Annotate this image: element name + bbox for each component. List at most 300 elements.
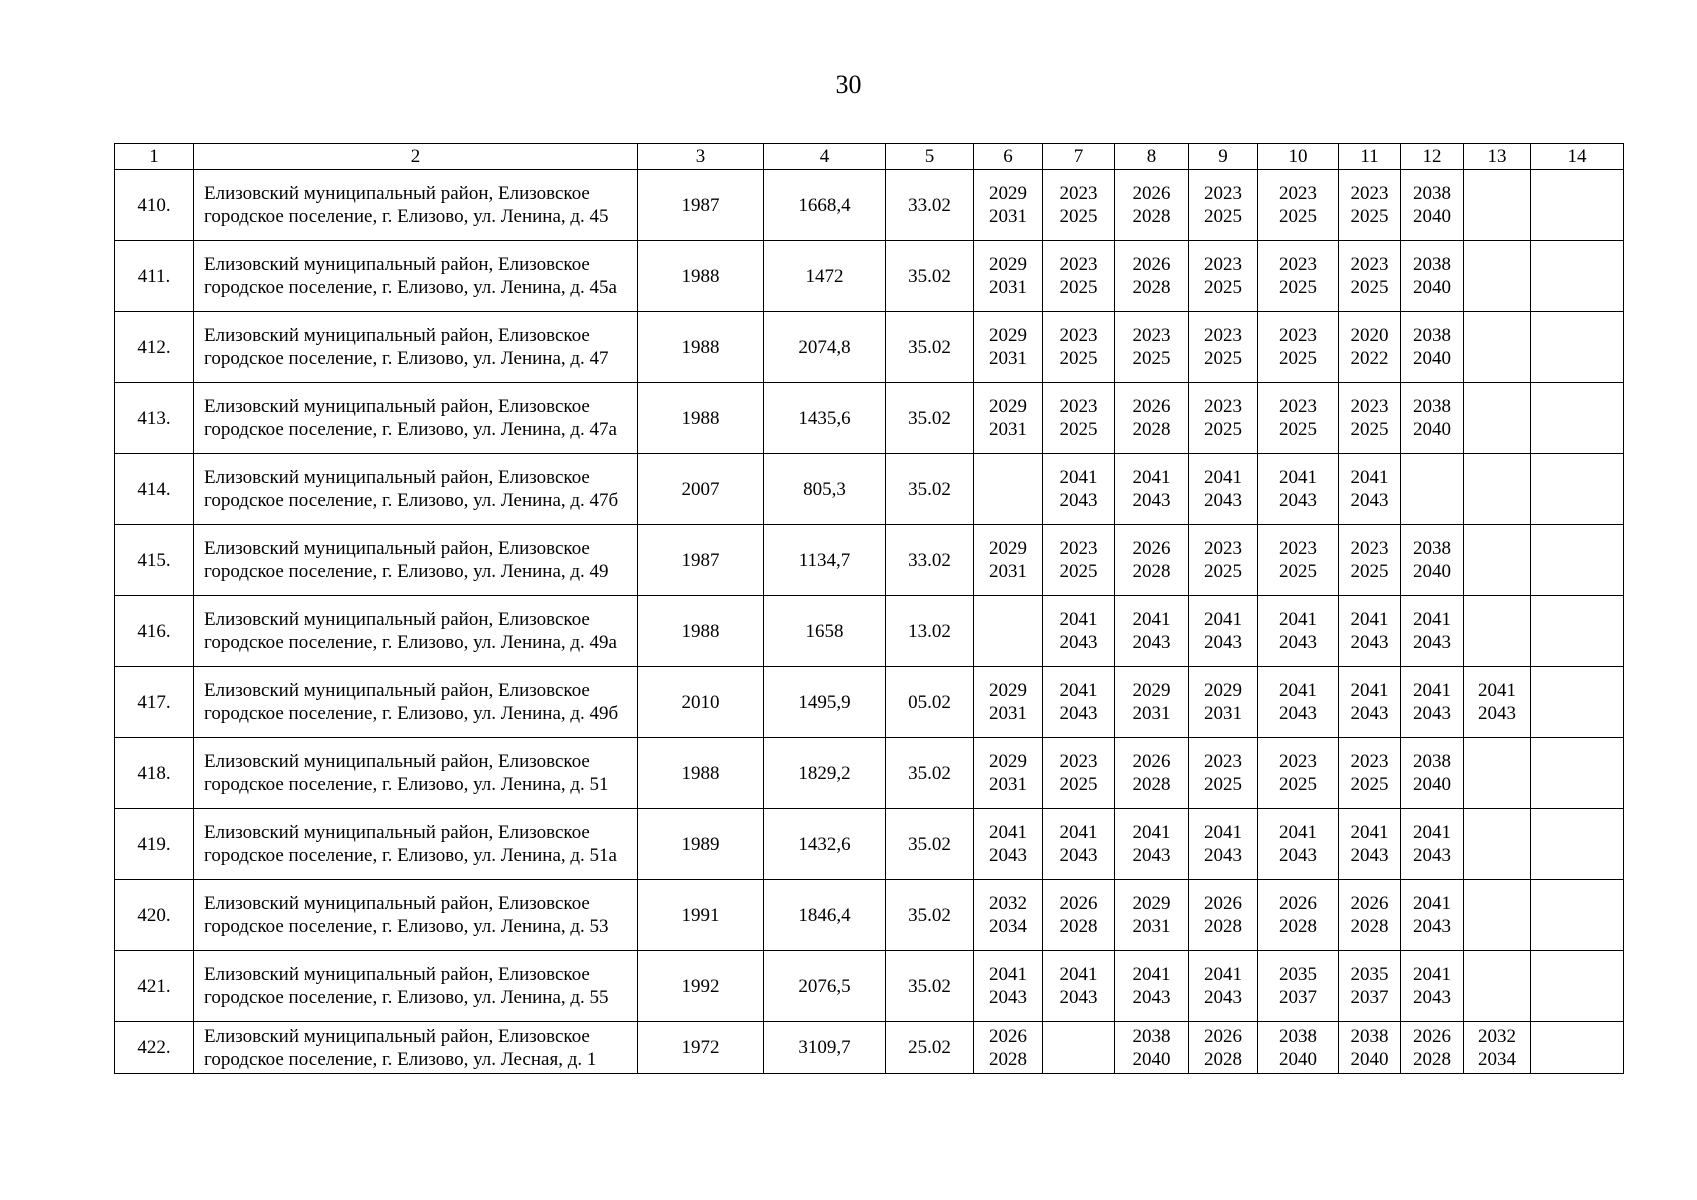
period-cell-col-10	[1258, 880, 1339, 951]
column-number-5: 5	[886, 144, 974, 170]
year-range	[1258, 537, 1338, 583]
range-start-year: 2026	[989, 1025, 1027, 1047]
period-cell-col-8	[1115, 880, 1189, 951]
year-range	[1401, 324, 1463, 370]
area-cell: 1432,6	[764, 809, 886, 880]
range-end-year: 2043	[1059, 490, 1098, 511]
year-range	[974, 821, 1042, 867]
year-range	[974, 324, 1042, 370]
year-range	[1115, 679, 1188, 725]
period-cell-col-6	[974, 454, 1043, 525]
table-row	[115, 241, 1624, 312]
year-cell: 2007	[638, 454, 764, 525]
range-end-year: 2025	[1204, 419, 1242, 440]
range-start-year: 2026	[1279, 893, 1317, 914]
range-end-year: 2040	[1413, 348, 1451, 369]
range-end-year: 2043	[1413, 845, 1451, 866]
range-end-year: 2040	[1413, 206, 1451, 227]
range-start-year: 2023	[1132, 325, 1171, 346]
row-number-cell: 420.	[115, 880, 194, 951]
year-range	[1339, 679, 1400, 725]
table-row	[115, 1022, 1624, 1074]
year-range	[1339, 537, 1400, 583]
range-end-year: 2028	[1132, 419, 1171, 440]
year-range	[1401, 821, 1463, 867]
year-range	[1189, 1025, 1257, 1071]
range-end-year: 2025	[1279, 561, 1317, 582]
period-cell-col-12	[1401, 312, 1464, 383]
range-end-year: 2028	[1132, 774, 1171, 795]
year-range	[1339, 395, 1400, 441]
range-end-year: 2031	[989, 206, 1027, 227]
range-end-year: 2031	[989, 774, 1027, 795]
range-end-year: 2025	[1350, 561, 1389, 582]
period-cell-col-9	[1189, 170, 1258, 241]
period-cell-col-9	[1189, 738, 1258, 809]
range-start-year: 2038	[1350, 1025, 1389, 1047]
period-cell-col-13	[1464, 951, 1531, 1022]
column-number-11: 11	[1339, 144, 1401, 170]
range-start-year: 2023	[1059, 396, 1098, 417]
range-end-year: 2043	[1204, 987, 1242, 1008]
range-start-year: 2038	[1413, 396, 1451, 417]
period-cell-col-14	[1531, 1022, 1624, 1074]
range-start-year: 2041	[1059, 609, 1098, 630]
range-start-year: 2023	[1279, 254, 1317, 275]
year-range	[1464, 1025, 1530, 1071]
range-start-year: 2023	[1204, 254, 1242, 275]
period-cell-col-8	[1115, 525, 1189, 596]
range-end-year: 2043	[1279, 845, 1317, 866]
range-end-year: 2025	[1279, 774, 1317, 795]
year-range	[1115, 395, 1188, 441]
year-cell: 1988	[638, 241, 764, 312]
range-start-year: 2041	[1413, 822, 1451, 843]
year-cell: 1988	[638, 383, 764, 454]
table-row	[115, 525, 1624, 596]
code-cell: 35.02	[886, 880, 974, 951]
range-end-year: 2025	[1059, 206, 1098, 227]
column-number-13: 13	[1464, 144, 1531, 170]
range-end-year: 2043	[1350, 703, 1389, 724]
range-start-year: 2041	[1478, 680, 1516, 701]
period-cell-col-14	[1531, 809, 1624, 880]
year-range	[1115, 892, 1188, 938]
code-cell: 35.02	[886, 454, 974, 525]
range-start-year: 2038	[1279, 1025, 1317, 1047]
period-cell-col-13	[1464, 880, 1531, 951]
row-number-cell: 410.	[115, 170, 194, 241]
column-number-6: 6	[974, 144, 1043, 170]
range-start-year: 2035	[1279, 964, 1317, 985]
area-cell: 2074,8	[764, 312, 886, 383]
period-cell-col-11	[1339, 667, 1401, 738]
range-end-year: 2025	[1279, 348, 1317, 369]
period-cell-col-10	[1258, 312, 1339, 383]
year-cell: 1988	[638, 596, 764, 667]
period-cell-col-11	[1339, 525, 1401, 596]
range-start-year: 2038	[1413, 254, 1451, 275]
year-range	[1115, 821, 1188, 867]
period-cell-col-10	[1258, 170, 1339, 241]
range-end-year: 2025	[1059, 277, 1098, 298]
range-start-year: 2041	[1132, 467, 1171, 488]
address-cell: Елизовский муниципальный район, Елизовское городское поселение, г. Елизово, ул. Ленина, д. 47а	[194, 383, 638, 454]
range-end-year: 2031	[1204, 703, 1242, 724]
range-start-year: 2023	[1204, 538, 1242, 559]
range-end-year: 2040	[1350, 1048, 1389, 1070]
year-cell: 1988	[638, 312, 764, 383]
range-end-year: 2025	[1350, 206, 1389, 227]
range-start-year: 2041	[1279, 609, 1317, 630]
range-start-year: 2041	[1413, 964, 1451, 985]
address-cell: Елизовский муниципальный район, Елизовское городское поселение, г. Елизово, ул. Лесная, д. 1	[194, 1022, 638, 1074]
period-cell-col-7	[1043, 738, 1115, 809]
year-range	[1115, 182, 1188, 228]
range-start-year: 2041	[1350, 822, 1389, 843]
period-cell-col-10	[1258, 738, 1339, 809]
range-start-year: 2023	[1059, 254, 1098, 275]
row-number-cell: 411.	[115, 241, 194, 312]
range-end-year: 2031	[1132, 703, 1171, 724]
range-end-year: 2025	[1204, 774, 1242, 795]
row-number-cell: 412.	[115, 312, 194, 383]
range-end-year: 2025	[1059, 419, 1098, 440]
year-cell: 1988	[638, 738, 764, 809]
year-cell: 1991	[638, 880, 764, 951]
range-start-year: 2023	[1059, 183, 1098, 204]
range-start-year: 2029	[1204, 680, 1242, 701]
table-row	[115, 454, 1624, 525]
range-start-year: 2038	[1413, 751, 1451, 772]
table-row	[115, 809, 1624, 880]
area-cell: 1846,4	[764, 880, 886, 951]
year-range	[1043, 679, 1114, 725]
range-end-year: 2043	[1350, 490, 1389, 511]
period-cell-col-9	[1189, 241, 1258, 312]
column-number-9: 9	[1189, 144, 1258, 170]
range-start-year: 2023	[1350, 751, 1389, 772]
year-range	[1258, 182, 1338, 228]
year-range	[1043, 750, 1114, 796]
year-range	[1043, 963, 1114, 1009]
year-range	[1189, 892, 1257, 938]
year-range	[1258, 750, 1338, 796]
period-cell-col-8	[1115, 596, 1189, 667]
period-cell-col-6	[974, 809, 1043, 880]
range-end-year: 2028	[1059, 916, 1098, 937]
range-start-year: 2026	[1204, 1025, 1242, 1047]
range-end-year: 2043	[1132, 987, 1171, 1008]
code-cell: 35.02	[886, 312, 974, 383]
column-number-7: 7	[1043, 144, 1115, 170]
column-number-8: 8	[1115, 144, 1189, 170]
period-cell-col-10	[1258, 667, 1339, 738]
area-cell: 1495,9	[764, 667, 886, 738]
range-start-year: 2029	[989, 751, 1027, 772]
column-number-3: 3	[638, 144, 764, 170]
range-end-year: 2043	[1059, 632, 1098, 653]
range-end-year: 2043	[1413, 632, 1451, 653]
range-end-year: 2040	[1279, 1048, 1317, 1070]
range-start-year: 2041	[1059, 822, 1098, 843]
period-cell-col-10	[1258, 596, 1339, 667]
year-range	[974, 395, 1042, 441]
period-cell-col-7	[1043, 951, 1115, 1022]
area-cell: 1668,4	[764, 170, 886, 241]
table-row	[115, 951, 1624, 1022]
range-end-year: 2043	[1204, 490, 1242, 511]
period-cell-col-8	[1115, 241, 1189, 312]
range-end-year: 2040	[1413, 774, 1451, 795]
range-end-year: 2043	[1132, 845, 1171, 866]
area-cell: 2076,5	[764, 951, 886, 1022]
period-cell-col-11	[1339, 951, 1401, 1022]
row-number-cell: 419.	[115, 809, 194, 880]
period-cell-col-8	[1115, 1022, 1189, 1074]
year-range	[1401, 1025, 1463, 1071]
column-number-12: 12	[1401, 144, 1464, 170]
range-end-year: 2025	[1350, 277, 1389, 298]
period-cell-col-9	[1189, 596, 1258, 667]
year-range	[1189, 963, 1257, 1009]
table-body	[115, 144, 1624, 1074]
range-start-year: 2023	[1204, 396, 1242, 417]
period-cell-col-6	[974, 241, 1043, 312]
year-range	[1401, 182, 1463, 228]
year-range	[1258, 821, 1338, 867]
period-cell-col-7	[1043, 454, 1115, 525]
range-end-year: 2025	[1059, 774, 1098, 795]
range-end-year: 2031	[1132, 916, 1171, 937]
range-end-year: 2025	[1279, 277, 1317, 298]
year-cell: 1972	[638, 1022, 764, 1074]
year-range	[1339, 608, 1400, 654]
range-start-year: 2041	[1132, 822, 1171, 843]
range-end-year: 2028	[989, 1048, 1027, 1070]
period-cell-col-9	[1189, 667, 1258, 738]
range-start-year: 2029	[989, 538, 1027, 559]
area-cell: 1435,6	[764, 383, 886, 454]
year-range	[1401, 892, 1463, 938]
range-start-year: 2041	[1413, 609, 1451, 630]
year-range	[1339, 892, 1400, 938]
range-start-year: 2026	[1132, 396, 1171, 417]
year-range	[1401, 395, 1463, 441]
period-cell-col-7	[1043, 596, 1115, 667]
range-end-year: 2025	[1204, 206, 1242, 227]
period-cell-col-13	[1464, 383, 1531, 454]
range-end-year: 2043	[1413, 703, 1451, 724]
row-number-cell: 415.	[115, 525, 194, 596]
range-end-year: 2028	[1350, 916, 1389, 937]
code-cell: 33.02	[886, 170, 974, 241]
period-cell-col-14	[1531, 170, 1624, 241]
address-cell: Елизовский муниципальный район, Елизовское городское поселение, г. Елизово, ул. Ленина, д. 49а	[194, 596, 638, 667]
period-cell-col-9	[1189, 1022, 1258, 1074]
range-start-year: 2041	[1413, 893, 1451, 914]
page-number: 30	[835, 70, 862, 99]
period-cell-col-6	[974, 596, 1043, 667]
range-start-year: 2026	[1132, 183, 1171, 204]
period-cell-col-12	[1401, 241, 1464, 312]
range-end-year: 2028	[1132, 561, 1171, 582]
range-start-year: 2026	[1132, 751, 1171, 772]
range-end-year: 2031	[989, 561, 1027, 582]
range-end-year: 2040	[1413, 419, 1451, 440]
code-cell: 25.02	[886, 1022, 974, 1074]
year-range	[1401, 963, 1463, 1009]
table-row	[115, 738, 1624, 809]
range-end-year: 2025	[1204, 277, 1242, 298]
range-start-year: 2035	[1350, 964, 1389, 985]
column-number-4: 4	[764, 144, 886, 170]
range-start-year: 2038	[1413, 538, 1451, 559]
period-cell-col-13	[1464, 667, 1531, 738]
period-cell-col-8	[1115, 951, 1189, 1022]
period-cell-col-9	[1189, 454, 1258, 525]
column-number-14: 14	[1531, 144, 1624, 170]
range-end-year: 2043	[1413, 916, 1451, 937]
range-start-year: 2023	[1204, 325, 1242, 346]
range-end-year: 2043	[1059, 987, 1098, 1008]
code-cell: 35.02	[886, 383, 974, 454]
period-cell-col-11	[1339, 170, 1401, 241]
year-range	[1189, 324, 1257, 370]
year-cell: 2010	[638, 667, 764, 738]
range-end-year: 2028	[1279, 916, 1317, 937]
column-number-1: 1	[115, 144, 194, 170]
range-end-year: 2043	[1059, 845, 1098, 866]
range-end-year: 2025	[1350, 774, 1389, 795]
table-row	[115, 383, 1624, 454]
range-start-year: 2026	[1132, 254, 1171, 275]
range-end-year: 2037	[1350, 987, 1389, 1008]
year-range	[974, 182, 1042, 228]
period-cell-col-14	[1531, 667, 1624, 738]
range-end-year: 2043	[1204, 845, 1242, 866]
year-range	[974, 963, 1042, 1009]
range-start-year: 2032	[1478, 1025, 1516, 1047]
range-start-year: 2029	[989, 254, 1027, 275]
range-start-year: 2029	[989, 396, 1027, 417]
range-start-year: 2041	[1204, 964, 1242, 985]
range-start-year: 2023	[1279, 751, 1317, 772]
year-range	[1339, 466, 1400, 512]
period-cell-col-11	[1339, 312, 1401, 383]
range-start-year: 2023	[1279, 396, 1317, 417]
range-start-year: 2026	[1413, 1025, 1451, 1047]
year-range	[1339, 253, 1400, 299]
address-cell: Елизовский муниципальный район, Елизовское городское поселение, г. Елизово, ул. Ленина, д. 55	[194, 951, 638, 1022]
year-range	[1401, 750, 1463, 796]
range-end-year: 2040	[1132, 1048, 1171, 1070]
period-cell-col-14	[1531, 880, 1624, 951]
range-start-year: 2023	[1279, 538, 1317, 559]
period-cell-col-6	[974, 667, 1043, 738]
range-start-year: 2041	[1059, 964, 1098, 985]
period-cell-col-11	[1339, 596, 1401, 667]
period-cell-col-12	[1401, 525, 1464, 596]
period-cell-col-10	[1258, 1022, 1339, 1074]
table-row	[115, 880, 1624, 951]
row-number-cell: 417.	[115, 667, 194, 738]
range-start-year: 2023	[1279, 183, 1317, 204]
period-cell-col-12	[1401, 738, 1464, 809]
year-range	[1401, 253, 1463, 299]
range-start-year: 2023	[1059, 751, 1098, 772]
range-start-year: 2029	[989, 183, 1027, 204]
range-end-year: 2043	[1350, 845, 1389, 866]
column-number-row	[115, 144, 1624, 170]
address-cell: Елизовский муниципальный район, Елизовское городское поселение, г. Елизово, ул. Ленина, д. 47	[194, 312, 638, 383]
year-range	[1115, 1025, 1188, 1071]
range-start-year: 2026	[1350, 893, 1389, 914]
period-cell-col-7	[1043, 170, 1115, 241]
range-start-year: 2038	[1413, 325, 1451, 346]
period-cell-col-13	[1464, 809, 1531, 880]
period-cell-col-6	[974, 1022, 1043, 1074]
row-number-cell: 414.	[115, 454, 194, 525]
period-cell-col-7	[1043, 312, 1115, 383]
column-number-2: 2	[194, 144, 638, 170]
period-cell-col-10	[1258, 809, 1339, 880]
year-range	[1043, 821, 1114, 867]
range-start-year: 2023	[1350, 396, 1389, 417]
range-start-year: 2026	[1132, 538, 1171, 559]
address-cell: Елизовский муниципальный район, Елизовское городское поселение, г. Елизово, ул. Ленина, д. 53	[194, 880, 638, 951]
period-cell-col-12	[1401, 880, 1464, 951]
period-cell-col-13	[1464, 241, 1531, 312]
period-cell-col-12	[1401, 596, 1464, 667]
period-cell-col-13	[1464, 454, 1531, 525]
range-start-year: 2041	[1204, 822, 1242, 843]
year-range	[1339, 821, 1400, 867]
year-range	[1115, 466, 1188, 512]
range-end-year: 2031	[989, 419, 1027, 440]
year-range	[1043, 608, 1114, 654]
range-start-year: 2041	[1279, 822, 1317, 843]
year-range	[1115, 750, 1188, 796]
range-start-year: 2041	[1132, 964, 1171, 985]
period-cell-col-13	[1464, 170, 1531, 241]
range-start-year: 2029	[989, 325, 1027, 346]
period-cell-col-6	[974, 738, 1043, 809]
address-cell: Елизовский муниципальный район, Елизовское городское поселение, г. Елизово, ул. Ленина, д. 45а	[194, 241, 638, 312]
period-cell-col-8	[1115, 383, 1189, 454]
period-cell-col-8	[1115, 738, 1189, 809]
period-cell-col-8	[1115, 312, 1189, 383]
range-end-year: 2031	[989, 277, 1027, 298]
column-number-10: 10	[1258, 144, 1339, 170]
range-start-year: 2041	[1350, 467, 1389, 488]
address-cell: Елизовский муниципальный район, Елизовское городское поселение, г. Елизово, ул. Ленина, д. 49б	[194, 667, 638, 738]
range-start-year: 2023	[1204, 751, 1242, 772]
year-range	[1189, 537, 1257, 583]
year-range	[1258, 466, 1338, 512]
range-start-year: 2041	[989, 964, 1027, 985]
year-range	[1258, 963, 1338, 1009]
housing-registry-table	[114, 143, 1624, 1074]
range-start-year: 2023	[1059, 325, 1098, 346]
period-cell-col-6	[974, 312, 1043, 383]
address-cell: Елизовский муниципальный район, Елизовское городское поселение, г. Елизово, ул. Ленина, д. 49	[194, 525, 638, 596]
period-cell-col-14	[1531, 383, 1624, 454]
period-cell-col-14	[1531, 738, 1624, 809]
range-start-year: 2041	[1279, 680, 1317, 701]
year-range	[1043, 182, 1114, 228]
range-start-year: 2023	[1279, 325, 1317, 346]
